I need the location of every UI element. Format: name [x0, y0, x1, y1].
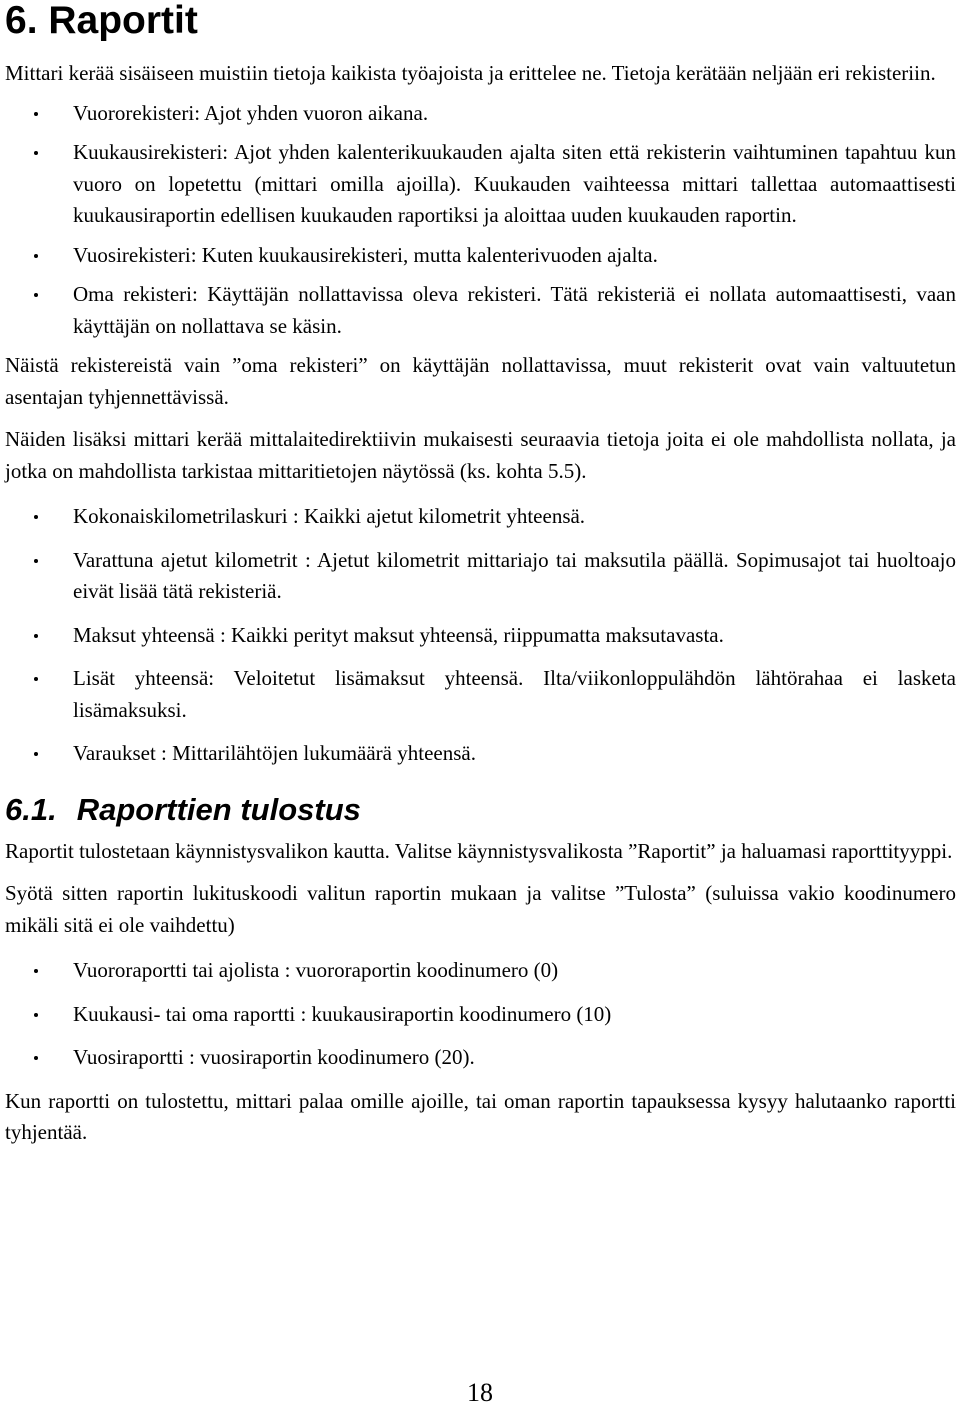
extra-item-reservations: Varaukset : Mittarilähtöjen lukumäärä yhteensä. — [5, 738, 956, 770]
subsection-number: 6.1. — [5, 791, 57, 827]
extra-item-occupied-km: Varattuna ajetut kilometrit : Ajetut kilometrit mittariajo tai maksutila päällä. Sopimusajot tai huoltoajo eivät lisää tätä rekisteriä. — [5, 545, 956, 608]
intro-paragraph: Mittari kerää sisäiseen muistiin tietoja kaikista työajoista ja erittelee ne. Tietoja kerätään neljään eri rekisteriin. — [5, 61, 936, 85]
register-item-own: Oma rekisteri: Käyttäjän nollattavissa oleva rekisteri. Tätä rekisteriä ei nollata automaattisesti, vaan käyttäjän on nollattava se käsin. — [5, 279, 956, 342]
section-title: Raportit — [48, 0, 198, 42]
registers-list — [5, 98, 956, 343]
extra-intro-paragraph: Näiden lisäksi mittari kerää mittalaitedirektiivin mukaisesti seuraavia tietoja joita ei ole mahdollista nollata, ja jotka on mahdollista tarkistaa mittaritietojen näytössä (ks. kohta 5.5). — [5, 427, 956, 483]
register-item-year: Vuosirekisteri: Kuten kuukausirekisteri, mutta kalenterivuoden ajalta. — [5, 240, 956, 272]
report-code-year: Vuosiraportti : vuosiraportin koodinumero (20). — [5, 1042, 956, 1074]
register-item-shift: Vuororekisteri: Ajot yhden vuoron aikana. — [5, 98, 956, 130]
print-paragraph-2: Syötä sitten raportin lukituskoodi valitun raportin mukaan ja valitse ”Tulosta” (suluissa vakio koodinumero mikäli sitä ei ole vaihdettu) — [5, 881, 956, 937]
register-item-month: Kuukausirekisteri: Ajot yhden kalenterikuukauden ajalta siten että rekisterin vaihtuminen tapahtuu kun vuoro on lopetettu (mittari omilla ajoilla). Kuukauden vaihteessa mittari tallettaa automaattisesti kuukausiraportin edellisen kuukauden raportiksi ja aloittaa uuden kuukauden raportin. — [5, 137, 956, 232]
subsection-title: Raporttien tulostus — [76, 791, 361, 827]
extra-item-total-km: Kokonaiskilometrilaskuri : Kaikki ajetut kilometrit yhteensä. — [5, 501, 956, 533]
page-number: 18 — [467, 1378, 493, 1407]
report-code-shift: Vuororaportti tai ajolista : vuororaportin koodinumero (0) — [5, 955, 956, 987]
section-number: 6. — [5, 0, 38, 42]
extra-registers-list — [5, 501, 956, 770]
document-page — [5, 0, 956, 1149]
subsection-heading — [5, 792, 956, 828]
closing-paragraph: Kun raportti on tulostettu, mittari palaa omille ajoille, tai oman raportin tapauksessa kysyy halutaanko raportti tyhjentää. — [5, 1088, 956, 1144]
print-paragraph-1: Raportit tulostetaan käynnistysvalikon kautta. Valitse käynnistysvalikosta ”Raportit” ja haluamasi raporttityyppi. — [5, 838, 953, 863]
reset-note-paragraph: Näistä rekistereistä vain ”oma rekisteri” on käyttäjän nollattavissa, muut rekisterit ovat vain valtuutetun asentajan tyhjennettävissä. — [5, 353, 956, 409]
extra-item-extras: Lisät yhteensä: Veloitetut lisämaksut yhteensä. Ilta/viikonloppulähdön lähtörahaa ei lasketa lisämaksuksi. — [5, 663, 956, 726]
section-heading — [5, 0, 956, 58]
extra-item-payments: Maksut yhteensä : Kaikki perityt maksut yhteensä, riippumatta maksutavasta. — [5, 620, 956, 652]
report-codes-list — [5, 955, 956, 1074]
report-code-month: Kuukausi- tai oma raportti : kuukausiraportin koodinumero (10) — [5, 999, 956, 1031]
